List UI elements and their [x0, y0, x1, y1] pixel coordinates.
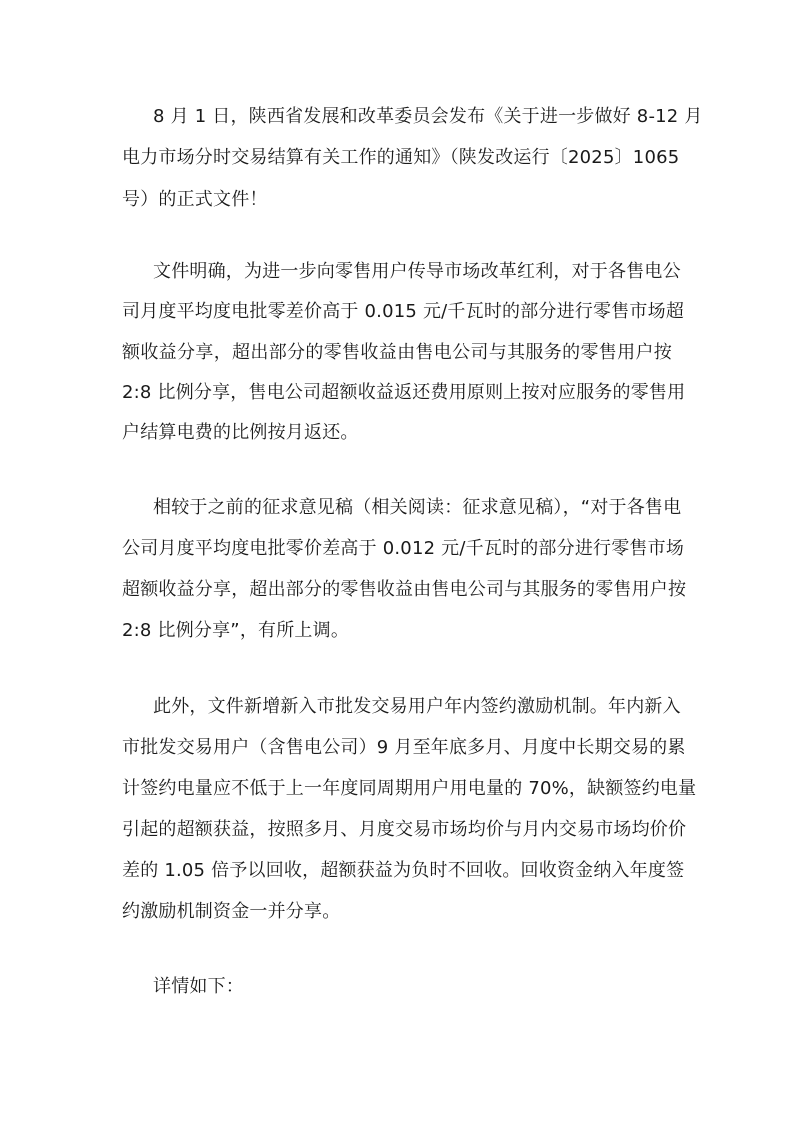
paragraph-line: 超额收益分享，超出部分的零售收益由售电公司与其服务的零售用户按 — [122, 579, 687, 600]
paragraph-line: 文件明确，为进一步向零售用户传导市场改革红利，对于各售电公 — [153, 261, 681, 282]
paragraph-line: 公司月度平均度电批零价差高于 0.012 元/千瓦时的部分进行零售市场 — [122, 538, 685, 559]
paragraph-line: 计签约电量应不低于上一年度同周期用户用电量的 70%，缺额签约电量 — [122, 778, 697, 799]
paragraph-line: 相较于之前的征求意见稿（相关阅读：征求意见稿），“对于各售电 — [153, 497, 682, 518]
paragraph-line: 电力市场分时交易结算有关工作的通知》（陕发改运行〔2025〕1065 — [122, 147, 680, 168]
paragraph-line: 此外，文件新增新入市批发交易用户年内签约激励机制。年内新入 — [153, 696, 681, 717]
paragraph-line: 2:8 比例分享”，有所上调。 — [122, 620, 350, 641]
paragraph-line: 差的 1.05 倍予以回收，超额获益为负时不回收。回收资金纳入年度签 — [122, 860, 685, 881]
paragraph-line: 号）的正式文件！ — [122, 189, 268, 210]
paragraph-line: 约激励机制资金一并分享。 — [122, 901, 341, 922]
paragraph-line: 2:8 比例分享，售电公司超额收益返还费用原则上按对应服务的零售用 — [122, 382, 686, 403]
paragraph-line: 引起的超额获益，按照多月、月度交易市场均价与月内交易市场均价价 — [122, 819, 687, 840]
paragraph-line: 8 月 1 日，陕西省发展和改革委员会发布《关于进一步做好 8-12 月 — [153, 106, 703, 127]
paragraph-line: 额收益分享，超出部分的零售收益由售电公司与其服务的零售用户按 — [122, 342, 672, 363]
paragraph-line: 户结算电费的比例按月返还。 — [122, 422, 359, 443]
paragraph-line: 详情如下： — [153, 976, 244, 997]
paragraph-line: 司月度平均度电批零差价高于 0.015 元/千瓦时的部分进行零售市场超 — [122, 301, 685, 322]
paragraph-line: 市批发交易用户（含售电公司）9 月至年底多月、月度中长期交易的累 — [122, 737, 686, 758]
